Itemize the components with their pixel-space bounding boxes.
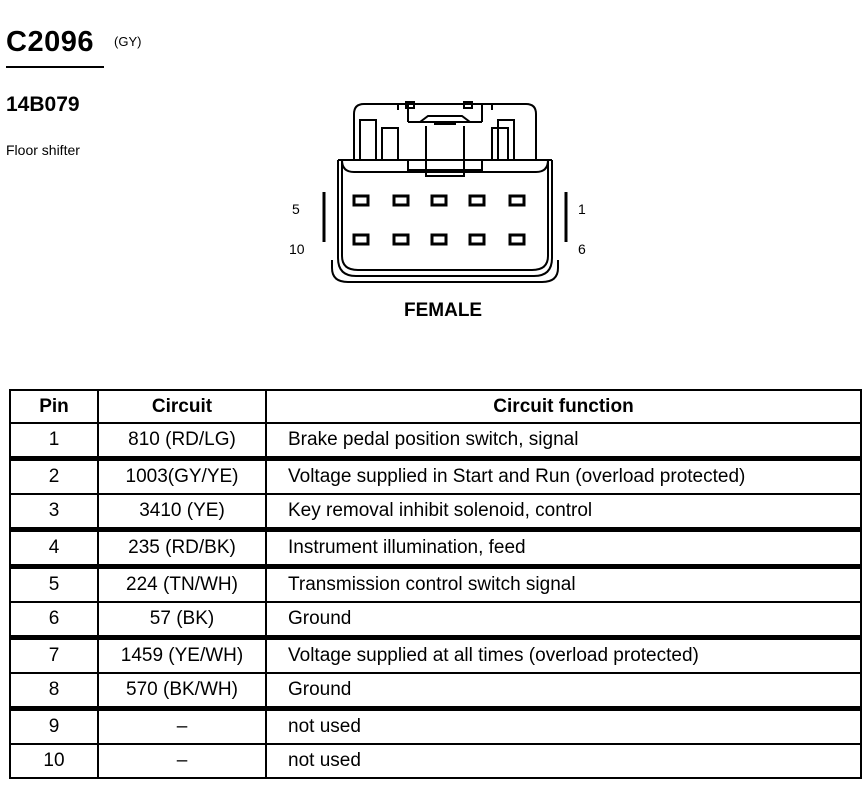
pin-label-10: 10 bbox=[289, 241, 305, 257]
function-cell: Instrument illumination, feed bbox=[266, 530, 861, 567]
table-row bbox=[10, 459, 861, 495]
pin-cell: 7 bbox=[10, 638, 98, 674]
connector-color-code: (GY) bbox=[114, 34, 142, 49]
function-cell: Ground bbox=[266, 673, 861, 709]
part-number: 14B079 bbox=[6, 93, 80, 116]
function-cell: Brake pedal position switch, signal bbox=[266, 423, 861, 459]
table-row bbox=[10, 494, 861, 530]
pin-label-6: 6 bbox=[578, 241, 586, 257]
function-cell: not used bbox=[266, 709, 861, 745]
pin-cell: 8 bbox=[10, 673, 98, 709]
table-row bbox=[10, 673, 861, 709]
circuit-cell: 3410 (YE) bbox=[98, 494, 266, 530]
pin-cell: 2 bbox=[10, 459, 98, 495]
table-row bbox=[10, 709, 861, 745]
pin-cell: 3 bbox=[10, 494, 98, 530]
circuit-cell: 810 (RD/LG) bbox=[98, 423, 266, 459]
pin-cell: 1 bbox=[10, 423, 98, 459]
table-row bbox=[10, 638, 861, 674]
function-cell: not used bbox=[266, 744, 861, 778]
function-cell: Voltage supplied at all times (overload protected) bbox=[266, 638, 861, 674]
function-cell: Voltage supplied in Start and Run (overload protected) bbox=[266, 459, 861, 495]
pin-label-1: 1 bbox=[578, 201, 586, 217]
circuit-cell: 57 (BK) bbox=[98, 602, 266, 638]
pin-label-5: 5 bbox=[292, 201, 300, 217]
connector-gender-label: FEMALE bbox=[404, 300, 483, 321]
table-row bbox=[10, 567, 861, 603]
connector-id: C2096 bbox=[6, 26, 94, 58]
function-cell: Transmission control switch signal bbox=[266, 567, 861, 603]
circuit-cell: 1003(GY/YE) bbox=[98, 459, 266, 495]
table-row bbox=[10, 744, 861, 778]
circuit-cell: 235 (RD/BK) bbox=[98, 530, 266, 567]
table-row bbox=[10, 423, 861, 459]
pin-cell: 9 bbox=[10, 709, 98, 745]
header-circuit: Circuit bbox=[98, 390, 266, 423]
circuit-cell: – bbox=[98, 709, 266, 745]
header-function: Circuit function bbox=[266, 390, 861, 423]
pin-cell: 5 bbox=[10, 567, 98, 603]
pin-cell: 10 bbox=[10, 744, 98, 778]
pinout-table bbox=[9, 389, 862, 779]
circuit-cell: 570 (BK/WH) bbox=[98, 673, 266, 709]
connector-face-drawing bbox=[318, 100, 572, 290]
title-underline bbox=[6, 66, 104, 68]
pin-cell: 6 bbox=[10, 602, 98, 638]
table-header-row bbox=[10, 390, 861, 423]
pin-cell: 4 bbox=[10, 530, 98, 567]
function-cell: Key removal inhibit solenoid, control bbox=[266, 494, 861, 530]
function-cell: Ground bbox=[266, 602, 861, 638]
connector-location: Floor shifter bbox=[6, 142, 80, 158]
circuit-cell: 224 (TN/WH) bbox=[98, 567, 266, 603]
header-pin: Pin bbox=[10, 390, 98, 423]
table-row bbox=[10, 602, 861, 638]
table-row bbox=[10, 530, 861, 567]
circuit-cell: – bbox=[98, 744, 266, 778]
circuit-cell: 1459 (YE/WH) bbox=[98, 638, 266, 674]
